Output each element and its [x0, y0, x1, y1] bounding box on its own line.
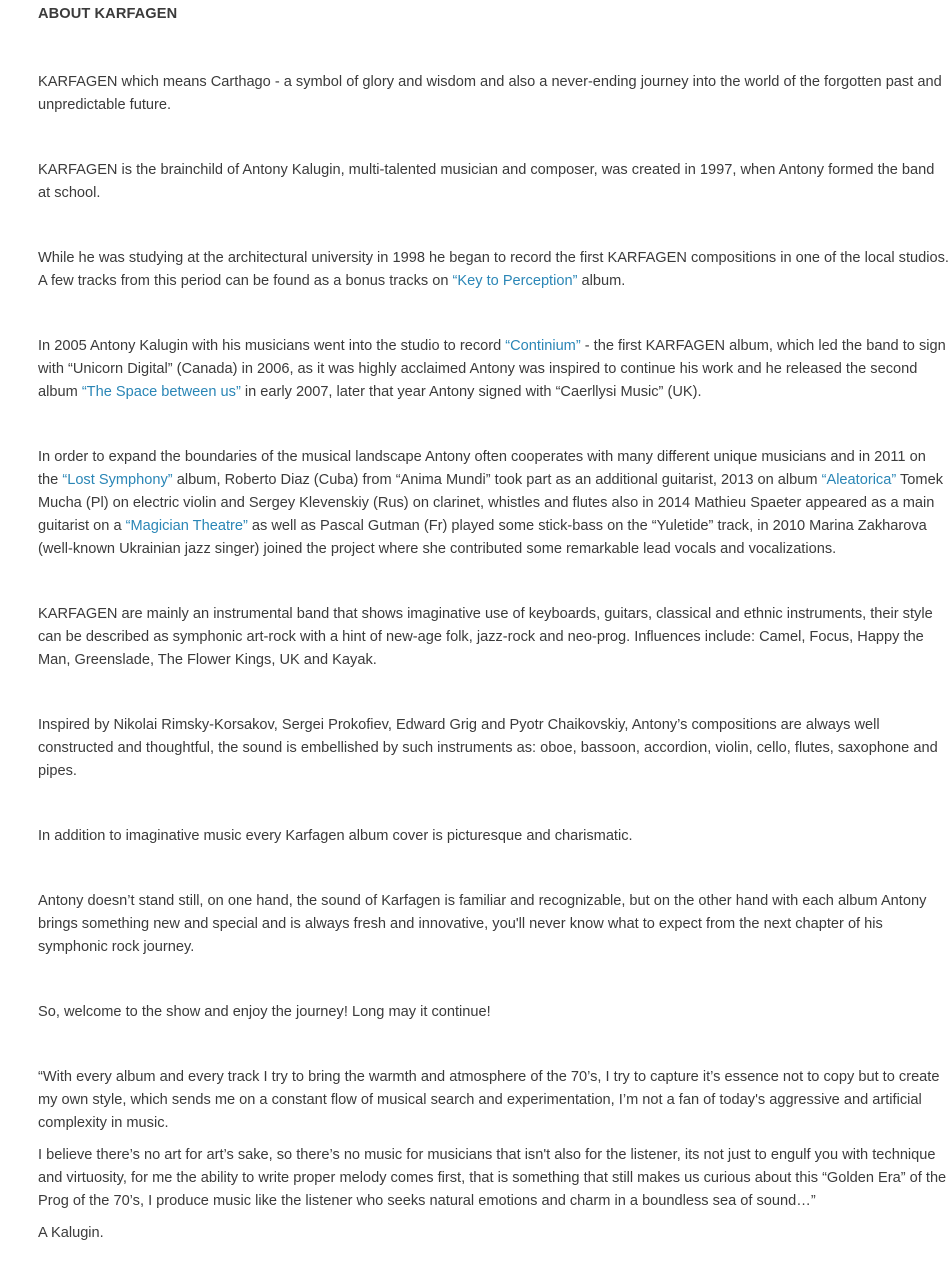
paragraph-brainchild: KARFAGEN is the brainchild of Antony Kalugin, multi-talented musician and composer, was created in 1997, when Antony formed the band at school.: [38, 162, 935, 201]
paragraph-collaborations: [38, 446, 950, 561]
quote-paragraph-1: “With every album and every track I try to bring the warmth and atmosphere of the 70’s, I try to capture it’s essence not to copy but to create my own style, which sends me on a constant flow of musical search and experimentation, I’m not a fan of today's aggressive and artificial complexity in music.: [38, 1069, 940, 1131]
link-continium[interactable]: “Continium”: [505, 338, 581, 354]
paragraph-style: KARFAGEN are mainly an instrumental band that shows imaginative use of keyboards, guitars, classical and ethnic instruments, their style can be described as symphonic art-rock with a hint of new-age folk, jazz-rock and neo-prog. Influences include: Camel, Focus, Happy the Man, Greenslade, The Flower Kings, UK and Kayak.: [38, 606, 933, 668]
paragraph-welcome: So, welcome to the show and enjoy the journey! Long may it continue!: [38, 1004, 491, 1020]
link-lost-symphony[interactable]: “Lost Symphony”: [62, 472, 173, 488]
link-aleatorica[interactable]: “Aleatorica”: [821, 472, 897, 488]
link-magician-theatre[interactable]: “Magician Theatre”: [125, 518, 248, 534]
paragraph-text: album, Roberto Diaz (Cuba) from “Anima Mundi” took part as an additional guitarist, 2013 on album: [172, 472, 822, 488]
paragraph-text: album.: [577, 273, 626, 289]
paragraph-intro: KARFAGEN which means Carthago - a symbol of glory and wisdom and also a never-ending journey into the world of the forgotten past and unpredictable future.: [38, 74, 942, 113]
paragraph-innovation: Antony doesn’t stand still, on one hand, the sound of Karfagen is familiar and recognizable, but on the other hand with each album Antony brings something new and special and is always fresh and innovative, you'll never know what to expect from the next chapter of his symphonic rock journey.: [38, 893, 927, 955]
page-title: ABOUT KARFAGEN: [38, 6, 178, 22]
paragraph-text: in early 2007, later that year Antony signed with “Caerllysi Music” (UK).: [240, 384, 702, 400]
link-space-between-us[interactable]: “The Space between us”: [81, 384, 241, 400]
signature: A Kalugin.: [38, 1225, 104, 1241]
paragraph-album-covers: In addition to imaginative music every Karfagen album cover is picturesque and charismatic.: [38, 828, 633, 844]
quote-paragraph-2: I believe there’s no art for art’s sake, so there’s no music for musicians that isn't also for the listener, its not just to engulf you with technique and virtuosity, for me the ability to write proper melody comes first, that is something that still makes us curious about this “Golden Era” of the Prog of the 70’s, I produce music like the listener who seeks natural emotions and charm in a boundless sea of sound…”: [38, 1147, 947, 1209]
paragraph-text: In 2005 Antony Kalugin with his musicians went into the studio to record: [38, 338, 506, 354]
paragraph-inspirations: Inspired by Nikolai Rimsky-Korsakov, Sergei Prokofiev, Edward Grig and Pyotr Chaikovskiy, Antony’s compositions are always well constructed and thoughtful, the sound is embellished by such instruments as: oboe, bassoon, accordion, violin, cello, flutes, saxophone and pipes.: [38, 717, 938, 779]
paragraph-text: In order to expand the boundaries of the musical landscape Antony often cooperates with many different unique musicians and in 2011 on the: [38, 449, 926, 488]
paragraph-text: as well as Pascal Gutman (Fr) played some stick-bass on the “Yuletide” track, in 2010 Marina Zakharova (well-known Ukrainian jazz singer) joined the project where she contributed some remarkable lead vocals and vocalizations.: [38, 518, 927, 557]
paragraph-text: - the first KARFAGEN album, which led the band to sign with “Unicorn Digital” (Canada) in 2006, as it was highly acclaimed Antony was inspired to continue his work and he released the second album: [38, 338, 946, 400]
link-key-to-perception[interactable]: “Key to Perception”: [452, 273, 578, 289]
paragraph-text: Tomek Mucha (Pl) on electric violin and Sergey Klevenskiy (Rus) on clarinet, whistles and flutes also in 2014 Mathieu Spaeter appeared as a main guitarist on a: [38, 472, 943, 534]
paragraph-studio-2005: [38, 335, 950, 404]
paragraph-text: While he was studying at the architectural university in 1998 he began to record the first KARFAGEN compositions in one of the local studios. A few tracks from this period can be found as a bonus tracks on: [38, 250, 949, 289]
paragraph-university: [38, 247, 950, 293]
